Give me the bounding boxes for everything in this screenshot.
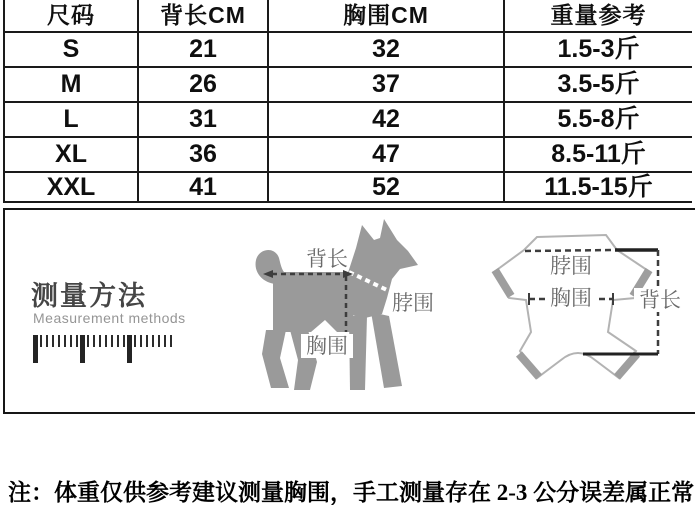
table-cell-weight: 11.5-15斤 [505, 173, 692, 203]
table-cell-size: S [5, 33, 139, 68]
table-cell-weight: 5.5-8斤 [505, 103, 692, 138]
dog-chest-label: 胸围 [306, 335, 348, 358]
col-header-size: 尺码 [5, 0, 139, 33]
measurement-subtitle: Measurement methods [33, 310, 186, 326]
measurement-title: 测量方法 [31, 281, 147, 311]
measurement-diagram [5, 210, 695, 412]
table-cell-chest: 42 [269, 103, 505, 138]
table-cell-back: 21 [139, 33, 269, 68]
col-header-weight: 重量参考 [505, 0, 692, 33]
measurement-method-panel [3, 208, 695, 414]
table-cell-chest: 37 [269, 68, 505, 103]
garment-back-label: 背长 [639, 289, 681, 312]
note-text: 注：体重仅供参考建议测量胸围，手工测量存在 2-3 公分误差属正常 [8, 480, 695, 505]
garment-neck-line [525, 250, 613, 251]
col-header-back: 背长CM [139, 0, 269, 33]
table-cell-chest: 32 [269, 33, 505, 68]
table-cell-back: 36 [139, 138, 269, 173]
table-cell-back: 31 [139, 103, 269, 138]
table-cell-back: 41 [139, 173, 269, 203]
table-cell-weight: 8.5-11斤 [505, 138, 692, 173]
table-cell-chest: 52 [269, 173, 505, 203]
table-cell-weight: 1.5-3斤 [505, 33, 692, 68]
table-cell-chest: 47 [269, 138, 505, 173]
table-cell-size: M [5, 68, 139, 103]
dog-neck-label: 脖围 [392, 292, 434, 315]
table-cell-size: L [5, 103, 139, 138]
dog-back-label: 背长 [306, 248, 348, 271]
size-table [3, 0, 692, 203]
table-cell-size: XXL [5, 173, 139, 203]
col-header-chest: 胸围CM [269, 0, 505, 33]
table-cell-weight: 3.5-5斤 [505, 68, 692, 103]
garment-neck-label: 脖围 [550, 255, 592, 278]
table-cell-back: 26 [139, 68, 269, 103]
table-cell-size: XL [5, 138, 139, 173]
garment-chest-label: 胸围 [550, 287, 592, 310]
